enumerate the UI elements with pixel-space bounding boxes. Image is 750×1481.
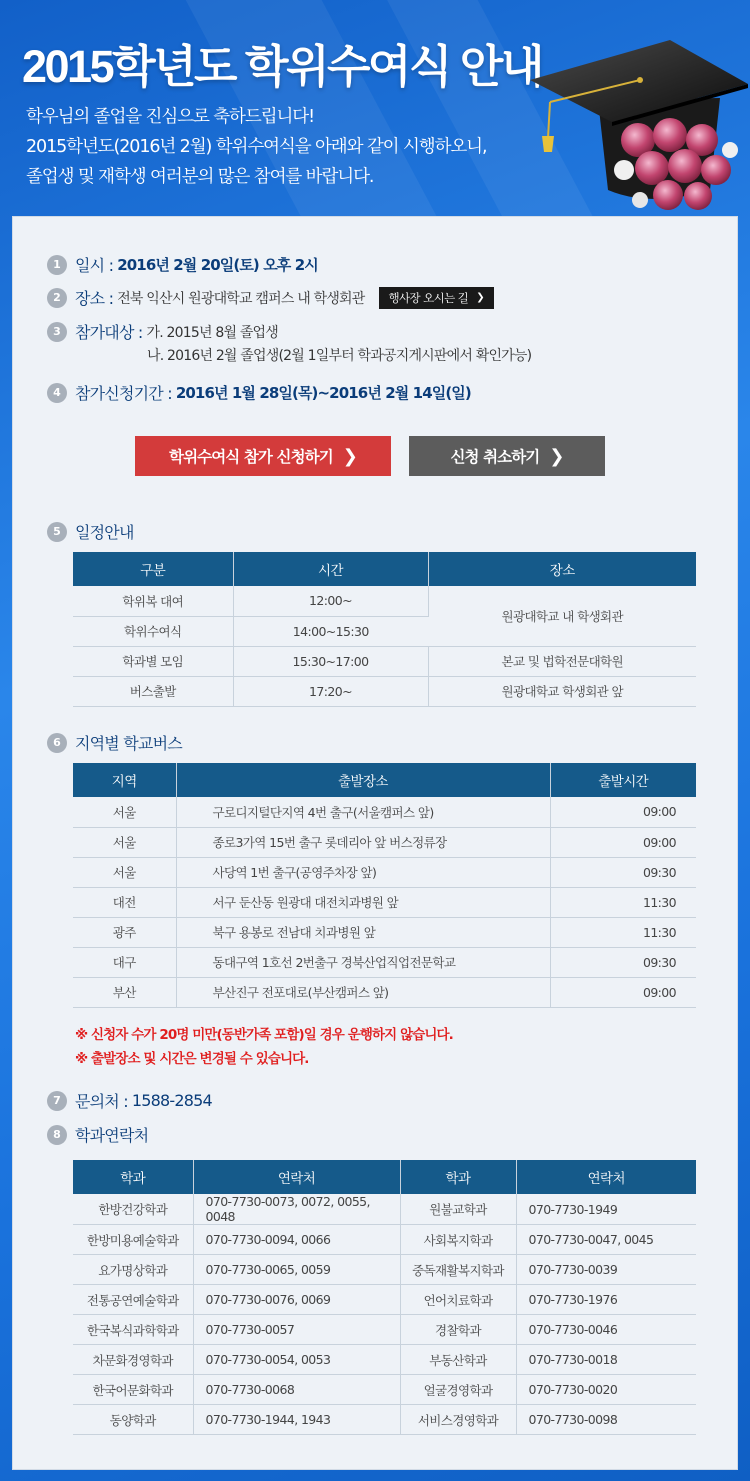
table-cell: 09:00 [550, 797, 696, 827]
number-badge: 7 [47, 1091, 67, 1111]
table-cell: 서울 [73, 827, 176, 857]
table-row [73, 857, 696, 887]
table-cell: 09:30 [550, 947, 696, 977]
number-badge: 3 [47, 322, 67, 342]
bus-notice: ※ 신청자 수가 20명 미만(동반가족 포함)일 경우 운행하지 않습니다. [75, 1027, 453, 1043]
info-value: 가. 2015년 8월 졸업생 [146, 324, 278, 341]
table-cell: 전통공연예술학과 [73, 1285, 193, 1315]
table-cell: 070-7730-0018 [516, 1345, 696, 1375]
dept-table [73, 1160, 696, 1435]
table-header: 학과 [73, 1160, 193, 1194]
table-cell: 원광대학교 학생회관 앞 [428, 676, 696, 706]
directions-button-label: 행사장 오시는 길 [388, 290, 469, 305]
table-cell: 09:30 [550, 857, 696, 887]
info-value: 전북 익산시 원광대학교 캠퍼스 내 학생회관 [117, 290, 365, 307]
table-row [73, 797, 696, 827]
table-row [73, 1225, 696, 1255]
info-label: 장소 : [75, 289, 114, 308]
number-badge: 4 [47, 383, 67, 403]
info-value: 2016년 1월 28일(목)~2016년 2월 14일(일) [175, 384, 471, 402]
table-cell: 원불교학과 [400, 1194, 516, 1225]
table-cell: 북구 용봉로 전남대 치과병원 앞 [176, 917, 550, 947]
table-cell: 070-7730-0046 [516, 1315, 696, 1345]
table-row [73, 1255, 696, 1285]
table-cell: 11:30 [550, 887, 696, 917]
table-row [73, 646, 696, 676]
header [0, 0, 750, 216]
table-row [73, 977, 696, 1007]
table-cell: 학위복 대여 [73, 586, 233, 616]
table-row [73, 1285, 696, 1315]
table-header: 학과 [400, 1160, 516, 1194]
table-cell: 중독재활복지학과 [400, 1255, 516, 1285]
table-cell: 070-7730-0076, 0069 [193, 1285, 400, 1315]
table-cell: 12:00~ [233, 586, 428, 616]
table-header: 구분 [73, 552, 233, 586]
table-row [73, 947, 696, 977]
table-cell: 사회복지학과 [400, 1225, 516, 1255]
table-header-row [73, 552, 696, 586]
table-cell: 09:00 [550, 827, 696, 857]
table-header: 장소 [428, 552, 696, 586]
table-cell: 070-7730-0047, 0045 [516, 1225, 696, 1255]
cancel-button[interactable] [409, 436, 605, 476]
table-cell: 070-7730-1944, 1943 [193, 1405, 400, 1435]
info-value: 2016년 2월 20일(토) 오후 2시 [117, 256, 318, 274]
content-panel [12, 216, 738, 1470]
table-cell: 070-7730-0098 [516, 1405, 696, 1435]
table-cell: 버스출발 [73, 676, 233, 706]
table-cell: 09:00 [550, 977, 696, 1007]
bus-notice: ※ 출발장소 및 시간은 변경될 수 있습니다. [75, 1051, 309, 1067]
table-cell: 대구 [73, 947, 176, 977]
table-cell: 070-7730-1949 [516, 1194, 696, 1225]
number-badge: 1 [47, 255, 67, 275]
table-cell: 동양학과 [73, 1405, 193, 1435]
schedule-heading [47, 520, 134, 543]
info-place [47, 286, 494, 309]
table-cell: 학위수여식 [73, 616, 233, 646]
cancel-button-label: 신청 취소하기 [450, 448, 540, 466]
table-cell: 구로디지털단지역 4번 출구(서울캠퍼스 앞) [176, 797, 550, 827]
table-cell: 얼굴경영학과 [400, 1375, 516, 1405]
table-cell: 서울 [73, 857, 176, 887]
table-cell: 070-7730-0094, 0066 [193, 1225, 400, 1255]
table-cell: 한국어문화학과 [73, 1375, 193, 1405]
intro-line: 졸업생 및 재학생 여러분의 많은 참여를 바랍니다. [26, 167, 374, 187]
contact-info [47, 1089, 212, 1112]
table-row [73, 1375, 696, 1405]
table-cell: 14:00~15:30 [233, 616, 428, 646]
table-header: 지역 [73, 763, 176, 797]
table-cell: 원광대학교 내 학생회관 [428, 586, 696, 646]
number-badge: 2 [47, 288, 67, 308]
intro-line: 2015학년도(2016년 2월) 학위수여식을 아래와 같이 시행하오니, [26, 137, 487, 157]
table-header: 출발장소 [176, 763, 550, 797]
table-row [73, 1194, 696, 1225]
table-cell: 서구 둔산동 원광대 대전치과병원 앞 [176, 887, 550, 917]
section-title: 학과연락처 [75, 1126, 149, 1145]
number-badge: 8 [47, 1125, 67, 1145]
info-label: 참가대상 : [75, 323, 143, 342]
apply-button-label: 학위수여식 참가 신청하기 [169, 448, 333, 466]
table-row [73, 1405, 696, 1435]
bus-heading [47, 731, 182, 754]
table-cell: 부산진구 전포대로(부산캠퍼스 앞) [176, 977, 550, 1007]
table-cell: 070-7730-0065, 0059 [193, 1255, 400, 1285]
chevron-right-icon: ❯ [549, 445, 564, 467]
graduation-cap-bouquet-icon [520, 40, 750, 216]
table-cell: 한방미용예술학과 [73, 1225, 193, 1255]
table-cell: 070-7730-0020 [516, 1375, 696, 1405]
info-date [47, 253, 318, 276]
table-cell: 광주 [73, 917, 176, 947]
table-cell: 서울 [73, 797, 176, 827]
table-row [73, 586, 696, 616]
table-row [73, 1315, 696, 1345]
table-cell: 한방건강학과 [73, 1194, 193, 1225]
table-cell: 요가명상학과 [73, 1255, 193, 1285]
table-cell: 17:20~ [233, 676, 428, 706]
table-row [73, 887, 696, 917]
section-title: 지역별 학교버스 [75, 734, 182, 753]
table-header: 연락처 [516, 1160, 696, 1194]
table-cell: 070-7730-0057 [193, 1315, 400, 1345]
table-cell: 070-7730-0073, 0072, 0055, 0048 [193, 1194, 400, 1225]
info-label: 일시 : [75, 256, 114, 275]
info-label: 참가신청기간 : [75, 384, 172, 403]
table-cell: 070-7730-0039 [516, 1255, 696, 1285]
directions-button[interactable] [379, 287, 494, 309]
table-cell: 동대구역 1호선 2번출구 경북산업직업전문학교 [176, 947, 550, 977]
info-period [47, 381, 471, 404]
table-cell: 학과별 모임 [73, 646, 233, 676]
number-badge: 5 [47, 522, 67, 542]
table-row [73, 1345, 696, 1375]
table-cell: 본교 및 법학전문대학원 [428, 646, 696, 676]
table-cell: 부산 [73, 977, 176, 1007]
table-cell: 차문화경영학과 [73, 1345, 193, 1375]
apply-button[interactable] [135, 436, 391, 476]
table-row [73, 676, 696, 706]
table-row [73, 917, 696, 947]
table-header: 시간 [233, 552, 428, 586]
info-value: 1588-2854 [131, 1091, 212, 1110]
table-header: 출발시간 [550, 763, 696, 797]
table-cell: 종로3가역 15번 출구 롯데리아 앞 버스정류장 [176, 827, 550, 857]
table-cell: 070-7730-0068 [193, 1375, 400, 1405]
table-header: 연락처 [193, 1160, 400, 1194]
table-cell: 11:30 [550, 917, 696, 947]
chevron-right-icon: ❯ [342, 445, 357, 467]
page-title: 2015학년도 학위수여식 안내 [22, 41, 542, 92]
table-cell: 언어치료학과 [400, 1285, 516, 1315]
table-header-row [73, 1160, 696, 1194]
table-cell: 070-7730-1976 [516, 1285, 696, 1315]
table-row [73, 827, 696, 857]
chevron-right-icon: ❯ [476, 292, 484, 303]
number-badge: 6 [47, 733, 67, 753]
table-cell: 한국복식과학학과 [73, 1315, 193, 1345]
section-title: 일정안내 [75, 523, 134, 542]
info-label: 문의처 : [75, 1092, 128, 1111]
info-target [47, 320, 278, 343]
intro-line: 학우님의 졸업을 진심으로 축하드립니다! [26, 107, 314, 127]
table-cell: 경찰학과 [400, 1315, 516, 1345]
table-cell: 사당역 1번 출구(공영주차장 앞) [176, 857, 550, 887]
bus-table [73, 763, 696, 1008]
table-header-row [73, 763, 696, 797]
table-cell: 15:30~17:00 [233, 646, 428, 676]
table-cell: 070-7730-0054, 0053 [193, 1345, 400, 1375]
table-cell: 대전 [73, 887, 176, 917]
dept-heading [47, 1123, 148, 1146]
table-cell: 부동산학과 [400, 1345, 516, 1375]
info-target-line2: 나. 2016년 2월 졸업생(2월 1일부터 학과공지게시판에서 확인가능) [147, 348, 532, 364]
table-cell: 서비스경영학과 [400, 1405, 516, 1435]
schedule-table [73, 552, 696, 707]
